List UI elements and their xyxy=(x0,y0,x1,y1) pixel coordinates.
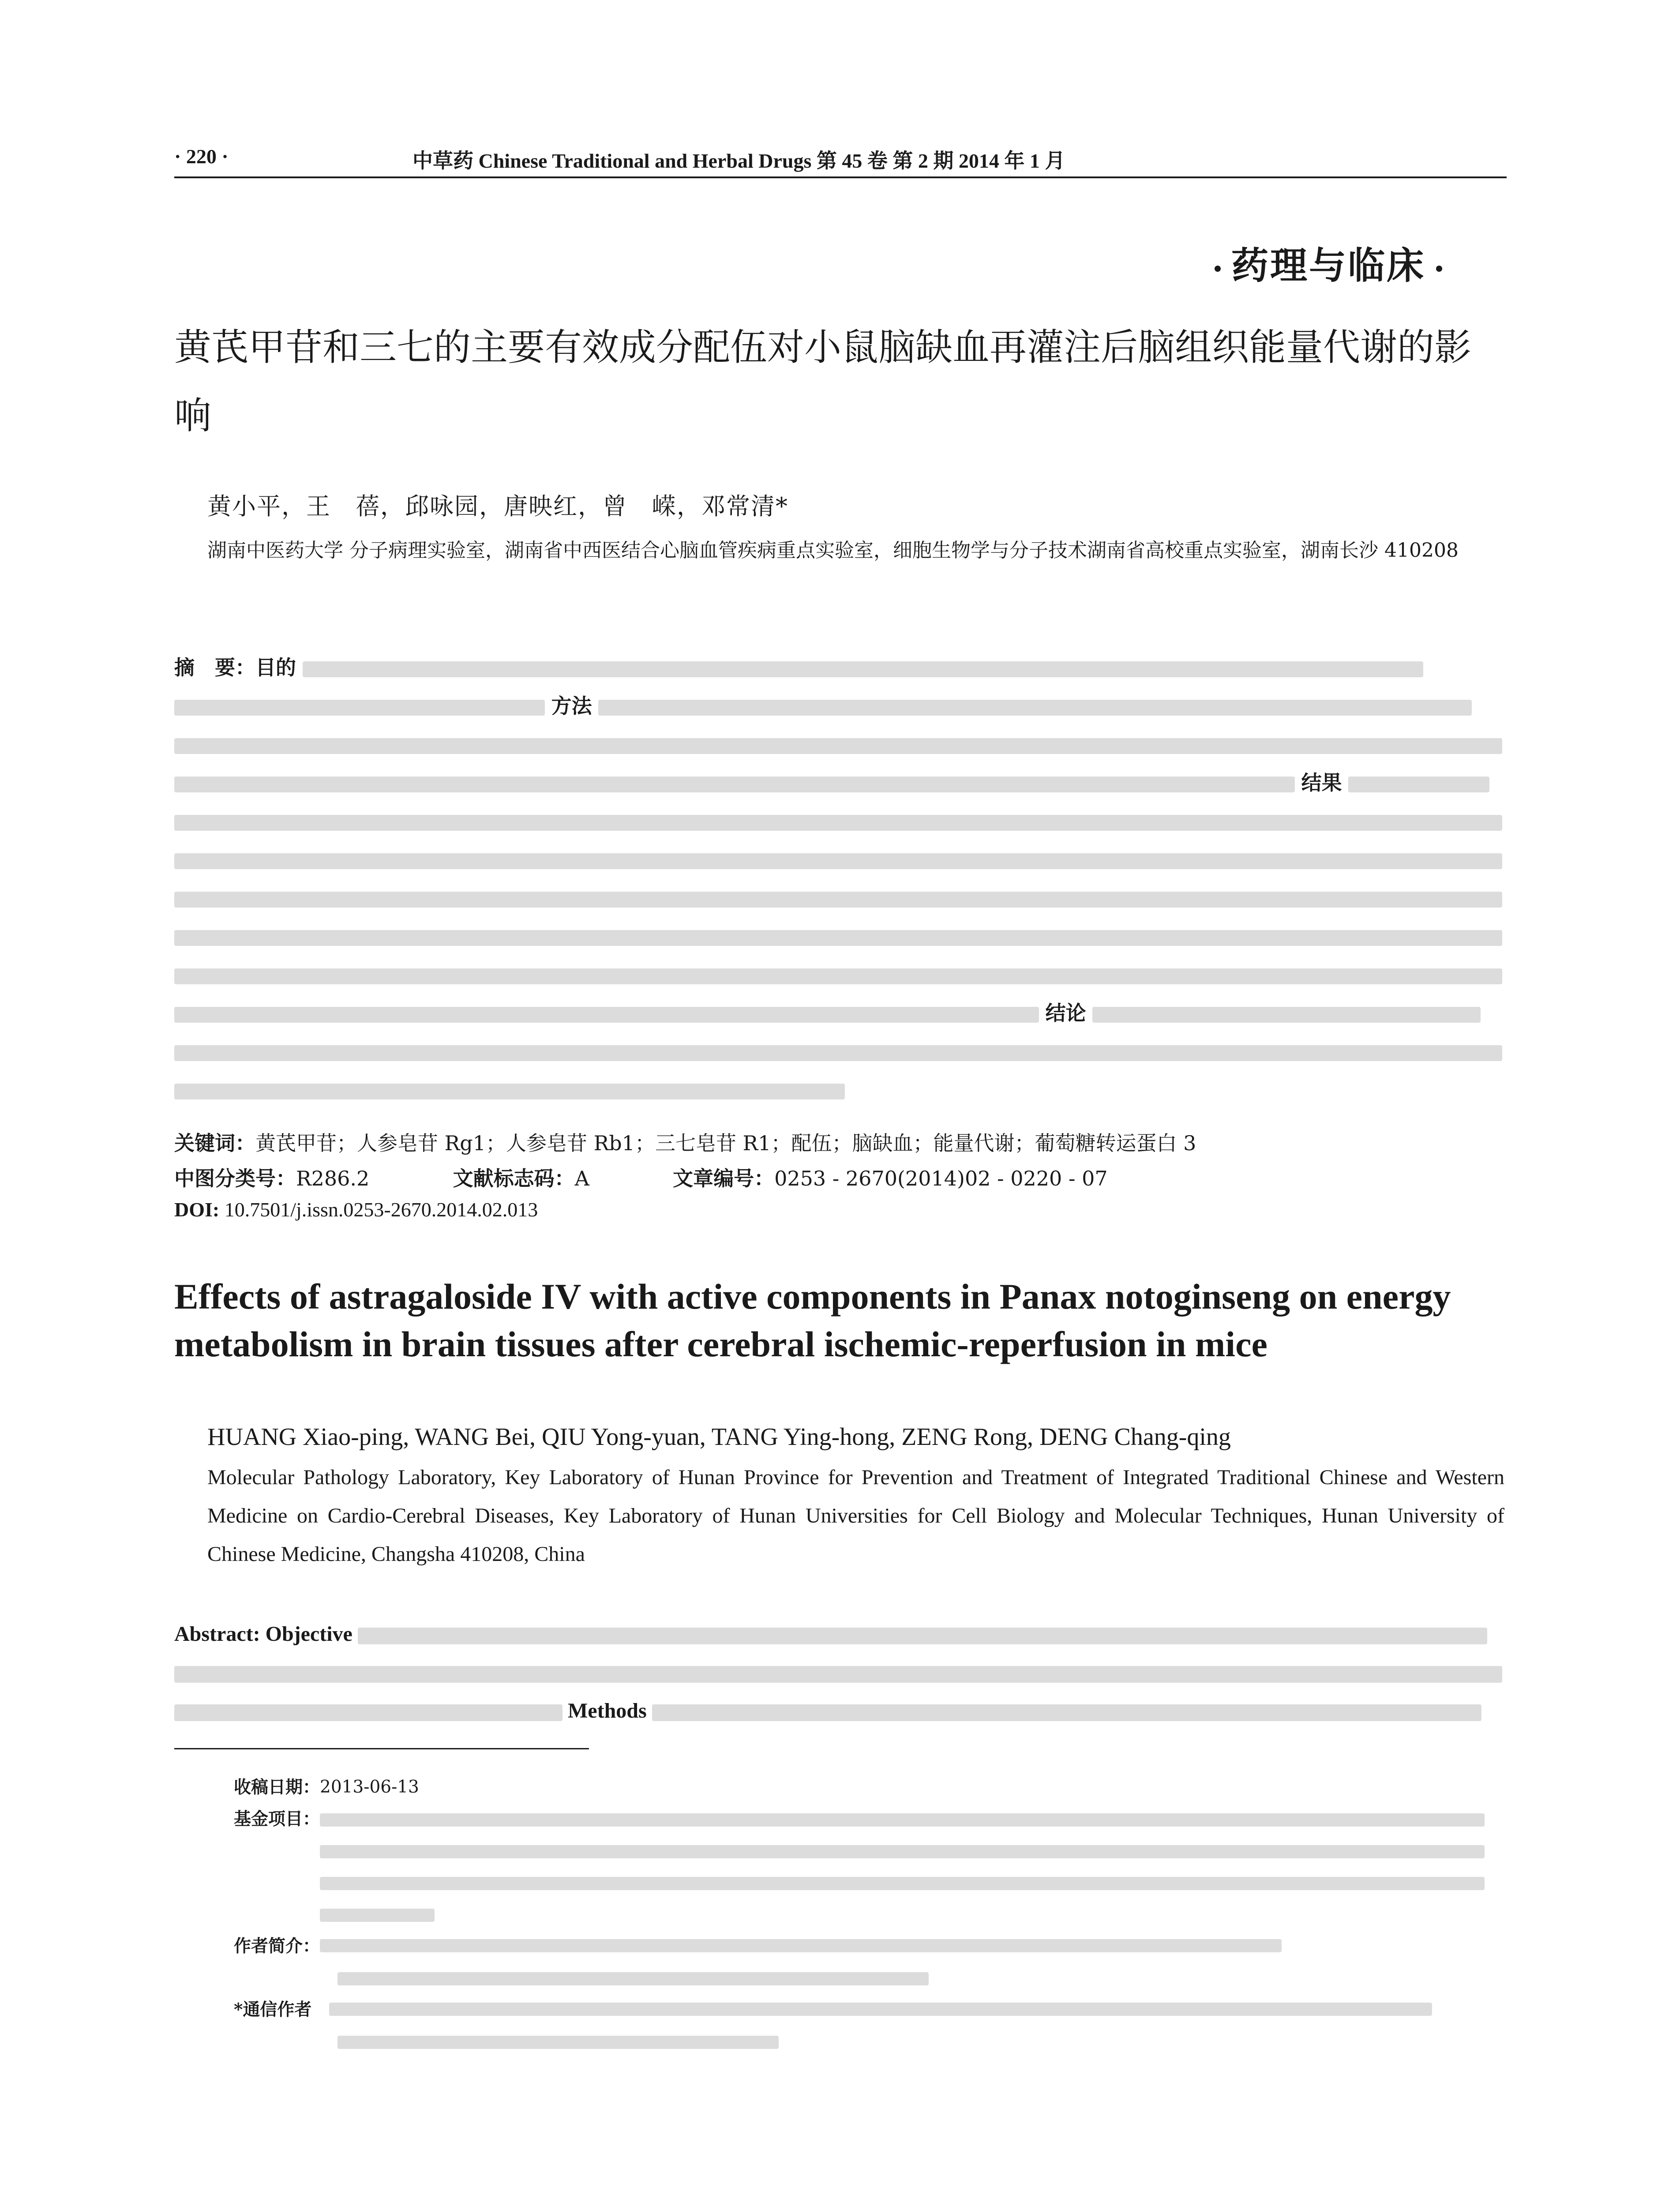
affiliation-en: Molecular Pathology Laboratory, Key Laboratory of Hunan Province for Prevention and Treatment of Integrated Traditional Chinese and Western Medicine on Cardio-Cerebral Diseases, Key Laboratory of Hunan Universities for Cell Biology and Molecular Techniques, Hunan University of Chinese Medicine, Changsha 410208, China xyxy=(207,1466,1504,1566)
abstract-text-line xyxy=(303,661,1423,677)
fund-text-line xyxy=(320,1845,1485,1858)
abstract-en xyxy=(174,1615,1507,1730)
doi-value[interactable]: 10.7501/j.issn.0253-2670.2014.02.013 xyxy=(224,1198,538,1221)
journal-line: 中草药 Chinese Traditional and Herbal Drugs 第 45 卷 第 2 期 2014 年 1 月 xyxy=(412,150,1065,172)
abstract-text-line xyxy=(174,777,1295,792)
abstract-en-text-line xyxy=(358,1628,1487,1644)
abstract-text-line xyxy=(174,1045,1502,1061)
affiliation-cn: 湖南中医药大学 分子病理实验室，湖南省中西医结合心脑血管疾病重点实验室，细胞生物学与分子技术湖南省高校重点实验室，湖南长沙 410208 xyxy=(207,539,1459,562)
footnote-rule xyxy=(174,1748,589,1749)
abstract-text-line xyxy=(174,892,1502,908)
corresponding-contact-line xyxy=(338,2036,779,2049)
page-number: · 220 · xyxy=(174,145,229,168)
doi xyxy=(174,1198,538,1221)
abstract-text-line xyxy=(174,968,1502,984)
abstract-text-line xyxy=(174,930,1502,946)
bio-contact-line xyxy=(338,1972,929,1985)
clc-label: 中图分类号： xyxy=(174,1167,296,1190)
doi-label: DOI: xyxy=(174,1198,220,1221)
abstract-en-label: Abstract: Objective xyxy=(174,1622,352,1646)
abstract-text-line xyxy=(174,738,1502,754)
corresponding-contact xyxy=(234,2026,1504,2057)
abstract-text-line xyxy=(174,815,1502,831)
section-heading-text: 药理与临床 xyxy=(1231,244,1425,287)
header-rule xyxy=(174,176,1507,178)
abstract-en-text-line xyxy=(652,1704,1481,1721)
abstract-en-text-line xyxy=(174,1666,1502,1682)
fund-text-line xyxy=(320,1909,435,1922)
section-heading xyxy=(1204,236,1453,289)
abstract-text-line xyxy=(598,700,1472,716)
corresponding-text-line xyxy=(329,2003,1432,2016)
fund-text-line xyxy=(320,1813,1485,1827)
methods-en-label: Methods xyxy=(568,1699,647,1722)
results-label: 结果 xyxy=(1301,771,1342,795)
keywords xyxy=(174,1127,1507,1156)
authors-cn: 黄小平，王 蓓，邱咏园，唐映红，曾 嵘，邓常清* xyxy=(207,492,788,520)
received-label: 收稿日期： xyxy=(234,1777,320,1797)
objective-label: 目的 xyxy=(255,656,296,679)
keywords-label: 关键词： xyxy=(174,1131,255,1155)
abstract-cn xyxy=(174,649,1507,1109)
bio-contact xyxy=(234,1962,1504,1994)
abstract-text-line xyxy=(1092,1007,1481,1023)
footnote-corresponding xyxy=(234,1994,1504,2026)
article-number-label: 文章编号： xyxy=(673,1167,775,1190)
bio-label: 作者简介： xyxy=(234,1936,320,1956)
methods-label: 方法 xyxy=(551,694,592,718)
article-number-value: 0253 - 2670(2014)02 - 0220 - 07 xyxy=(774,1167,1108,1190)
authors-en: HUANG Xiao-ping, WANG Bei, QIU Yong-yuan, TANG Ying-hong, ZENG Rong, DENG Chang-qing xyxy=(207,1423,1231,1451)
clc-value: R286.2 xyxy=(296,1167,370,1190)
abstract-text-line xyxy=(1348,777,1489,792)
abstract-text-line xyxy=(174,1084,845,1099)
fund-label: 基金项目： xyxy=(234,1809,320,1829)
received-value: 2013-06-13 xyxy=(320,1777,419,1797)
title-cn: 黄芪甲苷和三七的主要有效成分配伍对小鼠脑缺血再灌注后脑组织能量代谢的影响 xyxy=(174,326,1472,437)
doc-code-value: A xyxy=(574,1167,589,1190)
bio-text-line xyxy=(320,1939,1282,1952)
corresponding-label: *通信作者 xyxy=(234,2000,312,2020)
doc-code-label: 文献标志码： xyxy=(453,1167,575,1190)
title-en: Effects of astragaloside IV with active components in Panax notoginseng on energy metabolism in brain tissues after cerebral ischemic-reperfusion in mice xyxy=(174,1276,1451,1364)
footnote-received xyxy=(234,1771,1504,1803)
bullet-icon xyxy=(1215,266,1221,272)
abstract-text-line xyxy=(174,1007,1039,1023)
classification xyxy=(174,1163,1507,1192)
footnotes xyxy=(234,1771,1504,2057)
abstract-en-text-line xyxy=(174,1704,562,1721)
footnote-bio xyxy=(234,1930,1504,1962)
keywords-text: 黄芪甲苷；人参皂苷 Rg1；人参皂苷 Rb1；三七皂苷 R1；配伍；脑缺血；能量代谢；葡萄糖转运蛋白 3 xyxy=(255,1131,1196,1155)
fund-text-line xyxy=(320,1877,1485,1890)
conclusion-label: 结论 xyxy=(1045,1001,1086,1025)
abstract-text-line xyxy=(174,700,545,716)
running-header xyxy=(174,140,1507,176)
bullet-icon xyxy=(1436,266,1442,272)
abstract-text-line xyxy=(174,853,1502,869)
footnote-fund xyxy=(234,1803,1504,1930)
abstract-label: 摘 要： xyxy=(174,656,255,679)
